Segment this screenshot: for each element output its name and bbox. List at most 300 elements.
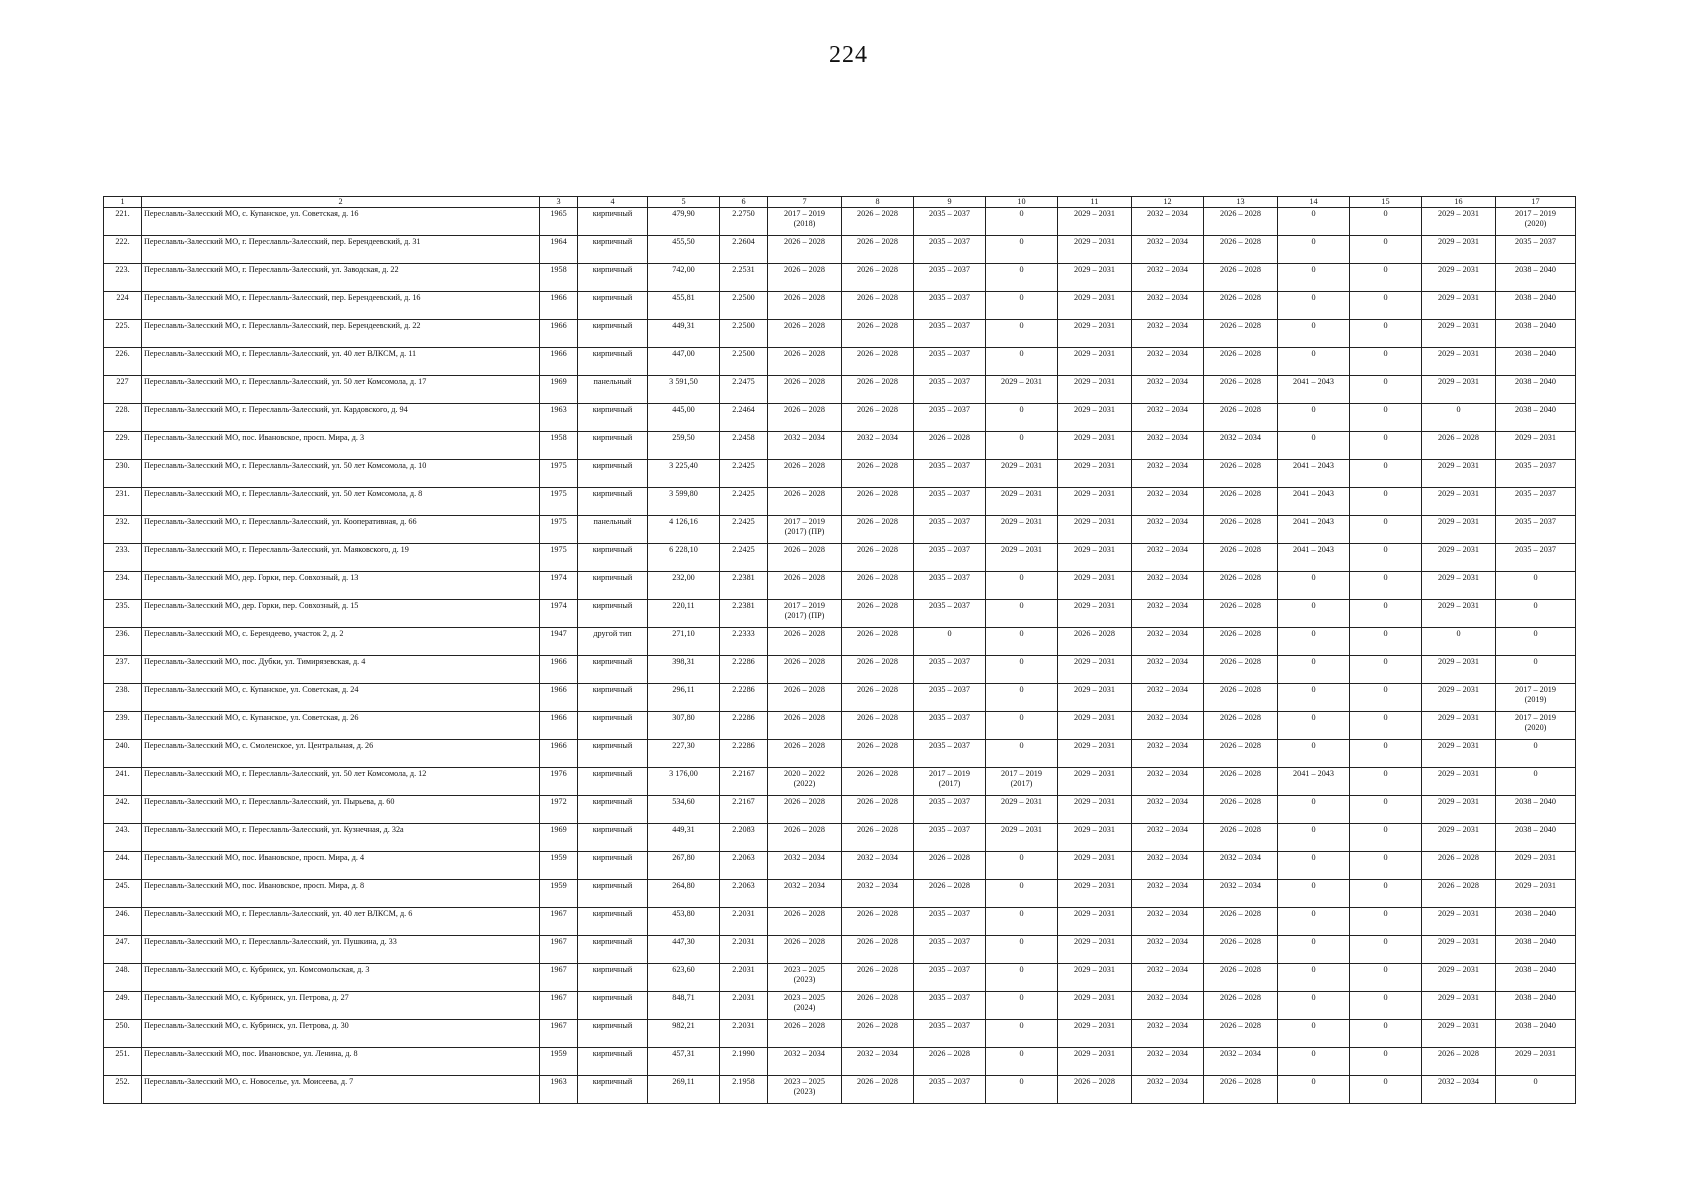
table-cell-col-12: 2032 – 2034 [1132,460,1204,488]
table-cell-col-1: 238. [104,684,142,712]
column-number-17: 17 [1496,197,1576,208]
table-cell-col-8: 2026 – 2028 [842,516,914,544]
table-cell-col-15: 0 [1350,684,1422,712]
column-number-8: 8 [842,197,914,208]
table-cell-col-17: 2017 – 2019 (2020) [1496,208,1576,236]
table-cell-col-3: 1966 [540,712,578,740]
table-cell-col-12: 2032 – 2034 [1132,488,1204,516]
table-cell-col-12: 2032 – 2034 [1132,516,1204,544]
table-cell-col-7: 2026 – 2028 [768,376,842,404]
table-cell-col-17: 2038 – 2040 [1496,936,1576,964]
table-cell-col-12: 2032 – 2034 [1132,1020,1204,1048]
table-cell-col-9: 2026 – 2028 [914,880,986,908]
table-cell-col-3: 1967 [540,936,578,964]
table-cell-col-12: 2032 – 2034 [1132,236,1204,264]
table-cell-col-5: 227,30 [648,740,720,768]
table-cell-col-16: 2029 – 2031 [1422,824,1496,852]
table-cell-col-6: 2.2500 [720,292,768,320]
column-number-13: 13 [1204,197,1278,208]
table-cell-col-9: 2035 – 2037 [914,964,986,992]
table-cell-col-1: 230. [104,460,142,488]
table-cell-col-12: 2032 – 2034 [1132,628,1204,656]
table-cell-col-3: 1975 [540,460,578,488]
table-cell-col-7: 2026 – 2028 [768,628,842,656]
table-cell-col-2: Переславль-Залесский МО, пос. Ивановское, ул. Ленина, д. 8 [142,1048,540,1076]
table-cell-col-8: 2026 – 2028 [842,1076,914,1104]
table-cell-col-13: 2026 – 2028 [1204,936,1278,964]
table-row [104,740,1576,768]
table-cell-col-9: 2035 – 2037 [914,600,986,628]
table-cell-col-16: 2029 – 2031 [1422,488,1496,516]
table-cell-col-11: 2029 – 2031 [1058,572,1132,600]
table-cell-col-6: 2.2381 [720,600,768,628]
table-cell-col-16: 2029 – 2031 [1422,656,1496,684]
table-cell-col-6: 2.2031 [720,908,768,936]
table-cell-col-8: 2026 – 2028 [842,908,914,936]
table-cell-col-14: 2041 – 2043 [1278,544,1350,572]
table-cell-col-4: кирпичный [578,992,648,1020]
table-cell-col-8: 2026 – 2028 [842,656,914,684]
table-cell-col-13: 2026 – 2028 [1204,992,1278,1020]
table-cell-col-11: 2029 – 2031 [1058,796,1132,824]
table-cell-col-15: 0 [1350,236,1422,264]
table-cell-col-17: 0 [1496,1076,1576,1104]
table-cell-col-6: 2.2063 [720,852,768,880]
table-row [104,208,1576,236]
table-cell-col-10: 0 [986,880,1058,908]
table-cell-col-10: 0 [986,992,1058,1020]
table-cell-col-1: 247. [104,936,142,964]
table-row [104,600,1576,628]
column-number-4: 4 [578,197,648,208]
table-cell-col-12: 2032 – 2034 [1132,684,1204,712]
table-cell-col-10: 0 [986,600,1058,628]
table-cell-col-14: 2041 – 2043 [1278,460,1350,488]
table-cell-col-13: 2026 – 2028 [1204,1020,1278,1048]
table-cell-col-17: 2029 – 2031 [1496,852,1576,880]
table-cell-col-16: 2029 – 2031 [1422,516,1496,544]
table-cell-col-2: Переславль-Залесский МО, пос. Ивановское, просп. Мира, д. 3 [142,432,540,460]
table-cell-col-17: 0 [1496,740,1576,768]
table-cell-col-13: 2026 – 2028 [1204,824,1278,852]
table-cell-col-10: 2029 – 2031 [986,516,1058,544]
table-cell-col-9: 2035 – 2037 [914,992,986,1020]
table-cell-col-14: 0 [1278,992,1350,1020]
table-cell-col-4: другой тип [578,628,648,656]
table-cell-col-4: панельный [578,376,648,404]
table-cell-col-14: 0 [1278,264,1350,292]
table-cell-col-14: 0 [1278,600,1350,628]
table-cell-col-6: 2.2475 [720,376,768,404]
table-cell-col-16: 2029 – 2031 [1422,600,1496,628]
table-cell-col-14: 2041 – 2043 [1278,376,1350,404]
table-cell-col-15: 0 [1350,936,1422,964]
table-cell-col-13: 2026 – 2028 [1204,348,1278,376]
table-cell-col-8: 2026 – 2028 [842,264,914,292]
table-cell-col-9: 2035 – 2037 [914,908,986,936]
table-cell-col-16: 2026 – 2028 [1422,852,1496,880]
table-cell-col-7: 2026 – 2028 [768,1020,842,1048]
table-cell-col-3: 1975 [540,516,578,544]
table-cell-col-9: 2035 – 2037 [914,376,986,404]
table-cell-col-13: 2026 – 2028 [1204,264,1278,292]
table-cell-col-5: 269,11 [648,1076,720,1104]
table-cell-col-4: кирпичный [578,600,648,628]
table-row [104,796,1576,824]
table-cell-col-11: 2029 – 2031 [1058,768,1132,796]
table-cell-col-3: 1969 [540,824,578,852]
table-cell-col-7: 2026 – 2028 [768,292,842,320]
table-cell-col-16: 2029 – 2031 [1422,376,1496,404]
table-cell-col-4: кирпичный [578,1048,648,1076]
table-cell-col-15: 0 [1350,908,1422,936]
table-cell-col-8: 2026 – 2028 [842,600,914,628]
table-cell-col-4: кирпичный [578,684,648,712]
table-cell-col-12: 2032 – 2034 [1132,852,1204,880]
table-cell-col-9: 2035 – 2037 [914,264,986,292]
table-cell-col-17: 2038 – 2040 [1496,796,1576,824]
table-cell-col-6: 2.2286 [720,684,768,712]
table-cell-col-2: Переславль-Залесский МО, с. Кубринск, ул. Петрова, д. 27 [142,992,540,1020]
table-cell-col-2: Переславль-Залесский МО, г. Переславль-Залесский, ул. Пырьева, д. 60 [142,796,540,824]
table-cell-col-5: 449,31 [648,824,720,852]
table-cell-col-15: 0 [1350,740,1422,768]
table-cell-col-8: 2026 – 2028 [842,796,914,824]
table-cell-col-16: 2029 – 2031 [1422,768,1496,796]
table-cell-col-11: 2029 – 2031 [1058,936,1132,964]
table-cell-col-5: 455,81 [648,292,720,320]
table-cell-col-1: 233. [104,544,142,572]
table-cell-col-4: кирпичный [578,1020,648,1048]
table-cell-col-16: 2029 – 2031 [1422,1020,1496,1048]
table-cell-col-9: 2035 – 2037 [914,208,986,236]
table-cell-col-17: 2029 – 2031 [1496,880,1576,908]
table-cell-col-14: 0 [1278,1048,1350,1076]
table-cell-col-5: 623,60 [648,964,720,992]
table-cell-col-7: 2017 – 2019 (2017) (ПР) [768,516,842,544]
table-cell-col-5: 259,50 [648,432,720,460]
table-cell-col-1: 225. [104,320,142,348]
table-cell-col-14: 0 [1278,208,1350,236]
table-cell-col-8: 2026 – 2028 [842,712,914,740]
table-cell-col-14: 0 [1278,404,1350,432]
table-cell-col-9: 2035 – 2037 [914,740,986,768]
table-row [104,992,1576,1020]
table-cell-col-13: 2026 – 2028 [1204,628,1278,656]
table-cell-col-9: 2035 – 2037 [914,796,986,824]
table-cell-col-6: 2.2500 [720,320,768,348]
table-cell-col-4: кирпичный [578,460,648,488]
table-cell-col-14: 0 [1278,824,1350,852]
table-cell-col-13: 2026 – 2028 [1204,712,1278,740]
table-cell-col-11: 2029 – 2031 [1058,852,1132,880]
table-cell-col-5: 3 591,50 [648,376,720,404]
table-cell-col-2: Переславль-Залесский МО, г. Переславль-Залесский, ул. 50 лет Комсомола, д. 8 [142,488,540,516]
table-cell-col-6: 2.2286 [720,740,768,768]
table-cell-col-3: 1967 [540,992,578,1020]
table-row [104,432,1576,460]
table-cell-col-12: 2032 – 2034 [1132,656,1204,684]
table-cell-col-10: 0 [986,236,1058,264]
table-cell-col-1: 241. [104,768,142,796]
table-cell-col-12: 2032 – 2034 [1132,936,1204,964]
table-cell-col-7: 2026 – 2028 [768,712,842,740]
table-cell-col-10: 0 [986,292,1058,320]
table-cell-col-17: 2038 – 2040 [1496,404,1576,432]
table-cell-col-2: Переславль-Залесский МО, г. Переславль-Залесский, ул. Пушкина, д. 33 [142,936,540,964]
table-cell-col-14: 0 [1278,1076,1350,1104]
table-cell-col-10: 0 [986,404,1058,432]
table-cell-col-17: 0 [1496,572,1576,600]
table-cell-col-11: 2029 – 2031 [1058,992,1132,1020]
table-cell-col-15: 0 [1350,208,1422,236]
table-cell-col-7: 2032 – 2034 [768,880,842,908]
table-cell-col-8: 2026 – 2028 [842,964,914,992]
table-cell-col-15: 0 [1350,544,1422,572]
table-cell-col-1: 249. [104,992,142,1020]
table-cell-col-2: Переславль-Залесский МО, г. Переславль-Залесский, ул. 50 лет Комсомола, д. 10 [142,460,540,488]
table-cell-col-15: 0 [1350,880,1422,908]
table-row [104,1076,1576,1104]
table-cell-col-11: 2029 – 2031 [1058,264,1132,292]
table-cell-col-7: 2032 – 2034 [768,432,842,460]
table-row [104,376,1576,404]
table-cell-col-2: Переславль-Залесский МО, г. Переславль-Залесский, пер. Берендеевский, д. 22 [142,320,540,348]
table-cell-col-12: 2032 – 2034 [1132,908,1204,936]
table-cell-col-4: кирпичный [578,264,648,292]
table-cell-col-16: 2029 – 2031 [1422,292,1496,320]
table-cell-col-2: Переславль-Залесский МО, г. Переславль-Залесский, ул. Маяковского, д. 19 [142,544,540,572]
table-cell-col-7: 2017 – 2019 (2017) (ПР) [768,600,842,628]
table-row [104,572,1576,600]
table-cell-col-8: 2026 – 2028 [842,824,914,852]
table-cell-col-15: 0 [1350,796,1422,824]
table-row [104,656,1576,684]
table-cell-col-4: кирпичный [578,208,648,236]
table-cell-col-12: 2032 – 2034 [1132,1048,1204,1076]
table-cell-col-6: 2.2425 [720,460,768,488]
table-cell-col-6: 2.2063 [720,880,768,908]
table-cell-col-5: 447,30 [648,936,720,964]
table-cell-col-3: 1975 [540,488,578,516]
table-cell-col-4: кирпичный [578,320,648,348]
table-cell-col-2: Переславль-Залесский МО, с. Кубринск, ул. Петрова, д. 30 [142,1020,540,1048]
table-cell-col-14: 0 [1278,292,1350,320]
table-cell-col-16: 2029 – 2031 [1422,460,1496,488]
table-cell-col-16: 2029 – 2031 [1422,992,1496,1020]
table-cell-col-11: 2029 – 2031 [1058,880,1132,908]
table-cell-col-3: 1967 [540,1020,578,1048]
table-cell-col-9: 2026 – 2028 [914,432,986,460]
table-cell-col-9: 2035 – 2037 [914,544,986,572]
table-cell-col-7: 2026 – 2028 [768,824,842,852]
column-number-15: 15 [1350,197,1422,208]
table-cell-col-9: 2035 – 2037 [914,936,986,964]
table-cell-col-11: 2029 – 2031 [1058,236,1132,264]
table-cell-col-14: 0 [1278,852,1350,880]
table-cell-col-2: Переславль-Залесский МО, пос. Дубки, ул. Тимирязевская, д. 4 [142,656,540,684]
table-cell-col-6: 2.2286 [720,712,768,740]
table-cell-col-10: 0 [986,348,1058,376]
table-cell-col-5: 4 126,16 [648,516,720,544]
table-cell-col-8: 2026 – 2028 [842,740,914,768]
table-cell-col-15: 0 [1350,656,1422,684]
table-cell-col-7: 2017 – 2019 (2018) [768,208,842,236]
table-cell-col-5: 307,80 [648,712,720,740]
table-cell-col-10: 0 [986,740,1058,768]
table-cell-col-17: 2038 – 2040 [1496,376,1576,404]
table-cell-col-3: 1967 [540,964,578,992]
table-cell-col-11: 2029 – 2031 [1058,516,1132,544]
table-cell-col-2: Переславль-Залесский МО, дер. Горки, пер. Совхозный, д. 15 [142,600,540,628]
table-cell-col-2: Переславль-Залесский МО, с. Новоселье, ул. Моисеева, д. 7 [142,1076,540,1104]
table-cell-col-3: 1965 [540,208,578,236]
table-cell-col-4: панельный [578,516,648,544]
table-cell-col-11: 2029 – 2031 [1058,656,1132,684]
table-cell-col-16: 2029 – 2031 [1422,236,1496,264]
table-cell-col-2: Переславль-Залесский МО, дер. Горки, пер. Совхозный, д. 13 [142,572,540,600]
table-cell-col-17: 2038 – 2040 [1496,292,1576,320]
table-cell-col-3: 1963 [540,1076,578,1104]
table-cell-col-10: 0 [986,628,1058,656]
table-cell-col-4: кирпичный [578,768,648,796]
table-cell-col-16: 2026 – 2028 [1422,1048,1496,1076]
table-cell-col-7: 2020 – 2022 (2022) [768,768,842,796]
table-cell-col-5: 3 176,00 [648,768,720,796]
table-cell-col-2: Переславль-Залесский МО, г. Переславль-Залесский, пер. Берендеевский, д. 31 [142,236,540,264]
table-cell-col-17: 2035 – 2037 [1496,516,1576,544]
table-cell-col-8: 2032 – 2034 [842,852,914,880]
table-cell-col-15: 0 [1350,264,1422,292]
table-cell-col-17: 2029 – 2031 [1496,1048,1576,1076]
table-cell-col-8: 2026 – 2028 [842,544,914,572]
table-cell-col-13: 2026 – 2028 [1204,572,1278,600]
table-cell-col-5: 455,50 [648,236,720,264]
column-number-3: 3 [540,197,578,208]
table-row [104,880,1576,908]
table-cell-col-12: 2032 – 2034 [1132,880,1204,908]
table-cell-col-3: 1975 [540,544,578,572]
table-cell-col-4: кирпичный [578,1076,648,1104]
table-cell-col-9: 2035 – 2037 [914,1076,986,1104]
table-cell-col-10: 0 [986,1020,1058,1048]
table-cell-col-9: 0 [914,628,986,656]
table-cell-col-5: 267,80 [648,852,720,880]
table-cell-col-14: 0 [1278,236,1350,264]
table-cell-col-1: 245. [104,880,142,908]
table-cell-col-4: кирпичный [578,404,648,432]
table-cell-col-5: 445,00 [648,404,720,432]
table-cell-col-13: 2026 – 2028 [1204,320,1278,348]
table-cell-col-17: 2038 – 2040 [1496,320,1576,348]
table-cell-col-2: Переславль-Залесский МО, с. Берендеево, участок 2, д. 2 [142,628,540,656]
table-cell-col-10: 2029 – 2031 [986,796,1058,824]
table-row [104,460,1576,488]
table-cell-col-13: 2026 – 2028 [1204,208,1278,236]
table-cell-col-17: 2035 – 2037 [1496,544,1576,572]
table-cell-col-14: 0 [1278,880,1350,908]
table-cell-col-10: 0 [986,656,1058,684]
table-cell-col-13: 2026 – 2028 [1204,740,1278,768]
table-cell-col-1: 228. [104,404,142,432]
table-cell-col-11: 2026 – 2028 [1058,628,1132,656]
table-cell-col-3: 1967 [540,908,578,936]
table-cell-col-7: 2023 – 2025 (2024) [768,992,842,1020]
table-cell-col-13: 2032 – 2034 [1204,880,1278,908]
table-cell-col-7: 2026 – 2028 [768,656,842,684]
table-cell-col-8: 2032 – 2034 [842,880,914,908]
table-cell-col-2: Переславль-Залесский МО, с. Купанское, ул. Советская, д. 24 [142,684,540,712]
table-row [104,824,1576,852]
table-cell-col-12: 2032 – 2034 [1132,796,1204,824]
table-cell-col-10: 2029 – 2031 [986,544,1058,572]
table-cell-col-8: 2026 – 2028 [842,768,914,796]
table-cell-col-1: 237. [104,656,142,684]
column-number-row [104,197,1576,208]
table-cell-col-11: 2029 – 2031 [1058,208,1132,236]
table-cell-col-12: 2032 – 2034 [1132,320,1204,348]
table-cell-col-1: 229. [104,432,142,460]
table-cell-col-6: 2.1990 [720,1048,768,1076]
column-number-12: 12 [1132,197,1204,208]
table-cell-col-5: 447,00 [648,348,720,376]
table-cell-col-6: 2.2031 [720,936,768,964]
table-cell-col-14: 0 [1278,320,1350,348]
table-cell-col-4: кирпичный [578,348,648,376]
table-cell-col-1: 232. [104,516,142,544]
table-cell-col-2: Переславль-Залесский МО, с. Кубринск, ул. Комсомольская, д. 3 [142,964,540,992]
table-cell-col-14: 2041 – 2043 [1278,768,1350,796]
table-cell-col-12: 2032 – 2034 [1132,712,1204,740]
table-cell-col-17: 2038 – 2040 [1496,992,1576,1020]
table-cell-col-6: 2.2425 [720,544,768,572]
table-cell-col-8: 2026 – 2028 [842,292,914,320]
table-cell-col-10: 0 [986,1048,1058,1076]
table-cell-col-9: 2035 – 2037 [914,572,986,600]
table-cell-col-7: 2032 – 2034 [768,852,842,880]
table-cell-col-4: кирпичный [578,824,648,852]
table-cell-col-5: 457,31 [648,1048,720,1076]
table-cell-col-9: 2035 – 2037 [914,292,986,320]
table-cell-col-3: 1974 [540,600,578,628]
table-cell-col-15: 0 [1350,852,1422,880]
table-cell-col-17: 2038 – 2040 [1496,964,1576,992]
table-cell-col-11: 2029 – 2031 [1058,320,1132,348]
table-cell-col-15: 0 [1350,712,1422,740]
table-cell-col-3: 1963 [540,404,578,432]
table-cell-col-2: Переславль-Залесский МО, г. Переславль-Залесский, ул. 50 лет Комсомола, д. 12 [142,768,540,796]
table-cell-col-4: кирпичный [578,908,648,936]
table-row [104,516,1576,544]
table-cell-col-2: Переславль-Залесский МО, г. Переславль-Залесский, ул. 50 лет Комсомола, д. 17 [142,376,540,404]
table-row [104,936,1576,964]
column-number-6: 6 [720,197,768,208]
table-cell-col-10: 0 [986,908,1058,936]
table-cell-col-7: 2026 – 2028 [768,460,842,488]
table-cell-col-8: 2026 – 2028 [842,992,914,1020]
table-cell-col-10: 2029 – 2031 [986,824,1058,852]
table-row [104,628,1576,656]
table-cell-col-16: 2026 – 2028 [1422,880,1496,908]
table-cell-col-12: 2032 – 2034 [1132,208,1204,236]
table-cell-col-8: 2026 – 2028 [842,936,914,964]
table-cell-col-1: 252. [104,1076,142,1104]
table-cell-col-13: 2026 – 2028 [1204,600,1278,628]
table-cell-col-12: 2032 – 2034 [1132,544,1204,572]
table-cell-col-7: 2026 – 2028 [768,908,842,936]
table-cell-col-9: 2035 – 2037 [914,684,986,712]
table-cell-col-4: кирпичный [578,236,648,264]
